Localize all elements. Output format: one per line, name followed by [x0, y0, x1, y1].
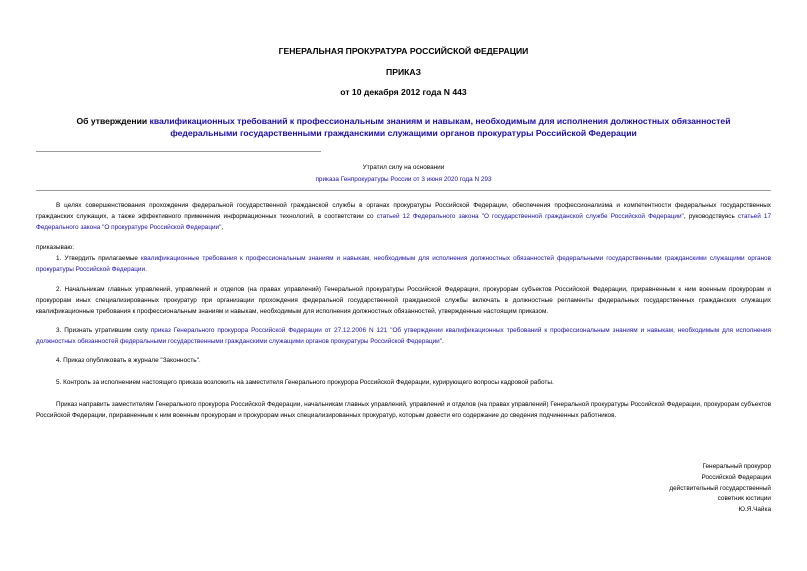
- item-1-end: .: [145, 265, 147, 273]
- preamble-text-2: , руководствуясь: [683, 212, 738, 220]
- repeal-order-link[interactable]: приказа Генпрокуратуры России от 3 июня 2020 года N 293: [315, 176, 492, 183]
- signature-line-4: советник юстиции: [717, 495, 771, 503]
- order-word: приказываю:: [36, 244, 74, 251]
- item-3-paragraph: [36, 326, 771, 348]
- item-2-paragraph: 2. Начальникам главных управлений, управлений и отделов (на правах управлений) Генеральной прокуратуры Российской Федерации, прокурорам субъектов Российской Федерации, приравненным к ним военным прокурорам и прокурорам иных специализированных прокуратур при организации прохождения федеральной государственной гражданской службы включать в должностные регламенты федеральных государственных гражданских служащих квалификационные требования к профессиональным знаниям и навыкам, необходимым для исполнения должностных обязанностей, утвержденные настоящим приказом.: [36, 286, 771, 315]
- preamble-link-prosecution-law[interactable]: статьей 17 Федерального закона "О прокуратуре Российской Федерации": [36, 212, 771, 231]
- item-1-paragraph: [36, 254, 771, 276]
- document-title: [60, 115, 747, 139]
- signature-block: [551, 462, 771, 516]
- distribution-paragraph: Приказ направить заместителям Генерального прокурора Российской Федерации, начальникам главных управлений, управлений и отделов (на правах управлений) Генеральной прокуратуры Российской Федерации, прокурорам субъектов Российской Федерации, приравненным к ним военным прокурорам и прокурорам иных специализированных прокуратур, которым довести его содержание до сведения подчиненных работников.: [36, 401, 771, 419]
- status-note: [0, 162, 807, 186]
- preamble-text-1: В целях совершенствования прохождения федеральной государственной гражданской службы в органах прокуратуры Российской Федерации, обеспечения профессионализма и компетентности федеральных государственных гражданских служащих, а также эффективного применения информационных технологий, в соответствии со: [36, 202, 771, 220]
- signature-line-2: Российской Федерации: [701, 473, 771, 481]
- item-4-paragraph: 4. Приказ опубликовать в журнале "Законность".: [56, 357, 201, 364]
- item-3-text: 3. Признать утратившим силу: [56, 327, 151, 334]
- preamble-text-3: ,: [221, 223, 224, 231]
- short-divider: [36, 151, 321, 152]
- item-3-repealed-order-link[interactable]: приказ Генерального прокурора Российской Федерации от 27.12.2006 N 121 "Об утверждении квалификационных требований к профессиональным знаниям и навыкам, необходимым для исполнения должностных обязанностей федеральными государственными гражданскими служащими органов прокуратуры Российской Федерации": [36, 327, 771, 345]
- item-5-paragraph: 5. Контроль за исполнением настоящего приказа возложить на заместителя Генерального прокурора Российской Федерации, курирующего вопросы кадровой работы.: [56, 379, 554, 386]
- item-3-end: .: [442, 337, 444, 345]
- long-divider: [36, 190, 771, 191]
- org-heading: ГЕНЕРАЛЬНАЯ ПРОКУРАТУРА РОССИЙСКОЙ ФЕДЕРАЦИИ: [278, 46, 529, 56]
- doc-type-heading: ПРИКАЗ: [386, 67, 421, 77]
- item-1-requirements-link[interactable]: квалификационные требования к профессиональным знаниям и навыкам, необходимым для исполнения должностных обязанностей федеральными государственными гражданскими служащими органов прокуратуры Российской Федерации: [36, 255, 771, 273]
- signature-name: Ю.Я.Чайка: [738, 506, 771, 514]
- status-note-text: Утратил силу на основании: [362, 164, 445, 171]
- title-prefix: Об утверждении: [76, 116, 150, 126]
- signature-line-3: действительный государственный: [669, 484, 771, 492]
- item-1-text: 1. Утвердить прилагаемые: [56, 255, 142, 262]
- signature-line-1: Генеральный прокурор: [702, 463, 771, 470]
- title-link[interactable]: квалификационных требований к профессиональным знаниям и навыкам, необходимым для исполнения должностных обязанностей федеральными государственными гражданскими служащими органов прокуратуры Российской Федерации: [149, 116, 731, 138]
- preamble-link-civil-service-law[interactable]: статьей 12 Федерального закона "О государственной гражданской службе Российской Федерации": [376, 212, 684, 220]
- date-number-heading: от 10 декабря 2012 года N 443: [340, 87, 467, 97]
- preamble-paragraph: [36, 201, 771, 233]
